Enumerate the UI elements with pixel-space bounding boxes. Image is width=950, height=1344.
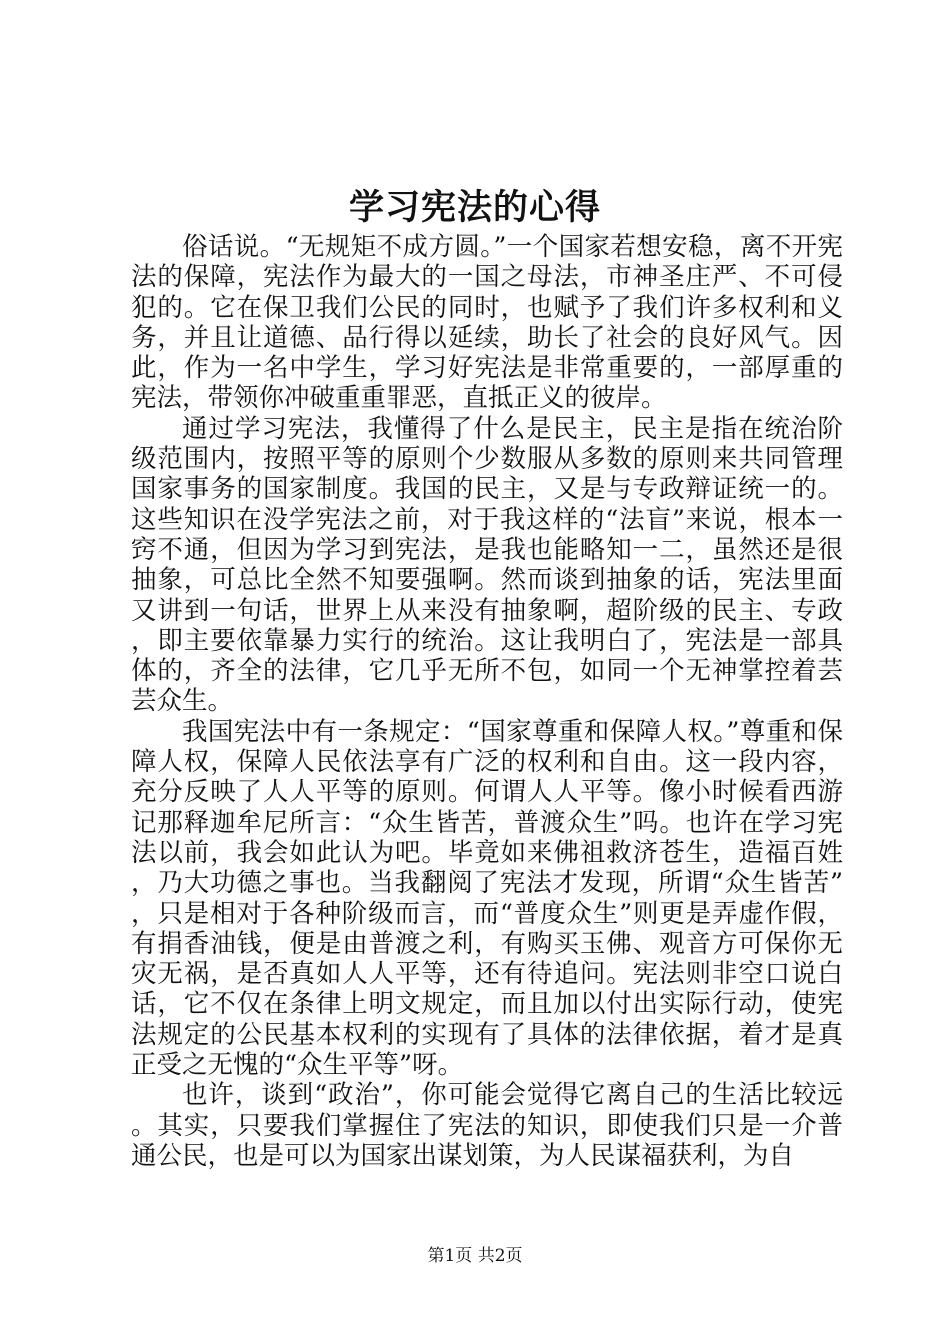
paragraph-3: 我国宪法中有一条规定：“国家尊重和保障人权。”尊重和保障人权，保障人民依法享有广泛的权利和自由。这一段内容，充分反映了人人平等的原则。何谓人人平等。像小时候看西游记那释迦牟尼所言：“众生皆苦，普渡众生”吗。也许在学习宪法以前，我会如此认为吧。毕竟如来佛祖救济苍生，造福百姓，乃大功德之事也。当我翻阅了宪法才发现，所谓“众生皆苦”，只是相对于各种阶级而言，而“普度众生”则更是弄虚作假，有捐香油钱，便是由普渡之利，有购买玉佛、观音方可保你无灾无祸，是否真如人人平等，还有待追问。宪法则非空口说白话，它不仅在条律上明文规定，而且加以付出实际行动，使宪法规定的公民基本权利的实现有了具体的法律依据，着才是真正受之无愧的“众生平等”呀。	[131, 716, 843, 1081]
page-title: 学习宪法的心得	[348, 187, 601, 228]
document-body	[131, 232, 843, 1171]
paragraph-4: 也许，谈到“政治”，你可能会觉得它离自己的生活比较远。其实，只要我们掌握住了宪法的知识，即使我们只是一介普通公民，也是可以为国家出谋划策，为人民谋福获利，为自	[131, 1080, 843, 1171]
page-number-footer: 第1页 共2页	[427, 1246, 523, 1266]
paragraph-2: 通过学习宪法，我懂得了什么是民主，民主是指在统治阶级范围内，按照平等的原则个少数服从多数的原则来共同管理国家事务的国家制度。我国的民主，又是与专政辩证统一的。这些知识在没学宪法之前，对于我这样的“法盲”来说，根本一窍不通，但因为学习到宪法，是我也能略知一二，虽然还是很抽象，可总比全然不知要强啊。然而谈到抽象的话，宪法里面又讲到一句话，世界上从来没有抽象啊，超阶级的民主、专政，即主要依靠暴力实行的统治。这让我明白了，宪法是一部具体的，齐全的法律，它几乎无所不包，如同一个无神掌控着芸芸众生。	[131, 413, 843, 717]
paragraph-1: 俗话说。“无规矩不成方圆。”一个国家若想安稳，离不开宪法的保障，宪法作为最大的一国之母法，市神圣庄严、不可侵犯的。它在保卫我们公民的同时，也赋予了我们许多权利和义务，并且让道德、品行得以延续，助长了社会的良好风气。因此，作为一名中学生，学习好宪法是非常重要的，一部厚重的宪法，带领你冲破重重罪恶，直抵正义的彼岸。	[131, 232, 843, 414]
